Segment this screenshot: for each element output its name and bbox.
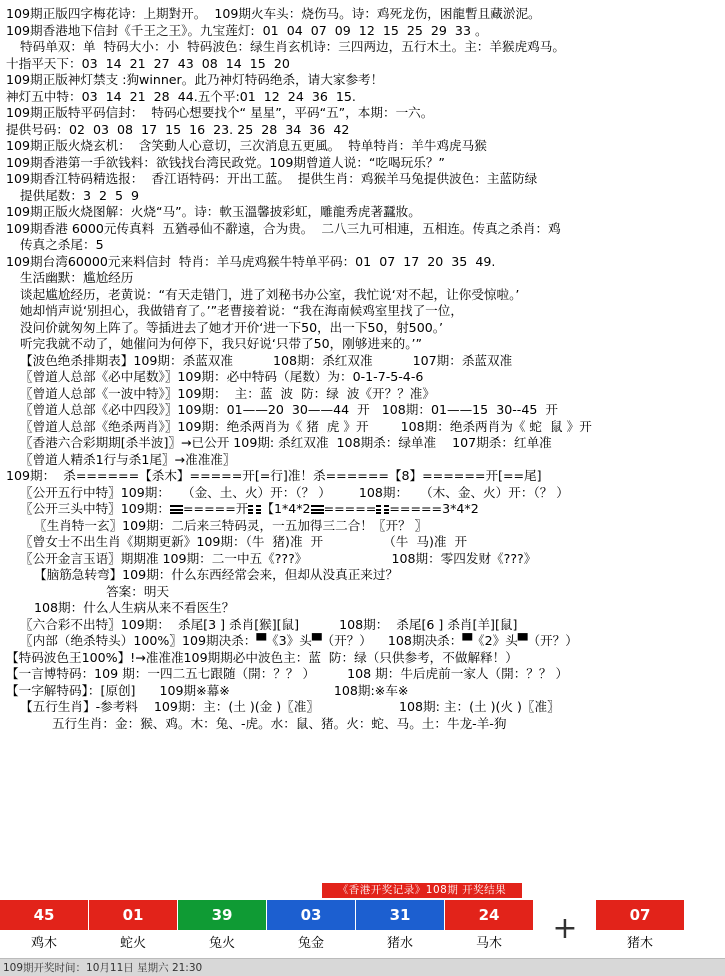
text-line: 谈起尴尬经历，老黄说：“有天走错门，进了刘秘书办公室，我忙说‘对不起，让你受惊啦。’ <box>20 286 520 302</box>
result-ball <box>356 900 445 958</box>
result-ball <box>445 900 534 958</box>
hex-mid1: =====开 <box>182 501 249 516</box>
hex-mid3: ===== <box>323 501 377 516</box>
text-line: 109期正版火烧图解：火烧“马”。诗：軟玉溫馨披彩虹，雕龍秀虎著蠶妝。 <box>6 204 421 219</box>
hex-tail: =====3*4*2 <box>389 501 479 516</box>
ball-number: 03 <box>267 900 355 930</box>
text-line: 〖曾女士不出生肖《期期更新》109期：（牛 猪)准 开 （牛 马)准 开 <box>20 534 468 549</box>
hex-mid2: 【1*4*2 <box>261 501 311 516</box>
text-line: 〖生肖特一玄〗109期：二后来三特码灵，一五加得三二合！〖开？ 〗 <box>34 517 428 533</box>
text-line: 提供号码：02 03 08 17 15 16 23. 25 28 34 36 42 <box>6 121 350 137</box>
lottery-results-strip <box>0 900 725 958</box>
ball-number: 45 <box>0 900 88 930</box>
text-line: 特码单双：单 特码大小：小 特码波色：绿生肖玄机诗：三四两边，五行木土。主：羊猴虎鸡马。 <box>20 39 565 54</box>
ball-number: 01 <box>89 900 177 930</box>
result-ball <box>0 900 89 958</box>
text-line: 〖香港六合彩期期[杀半波]〗→已公开 109期: 杀红双准 108期杀：绿单准 107期杀：红单准 <box>20 435 552 450</box>
hexagram-icon <box>376 503 389 515</box>
text-line: 【一言博特码：109 期：一四二五七跟随（開：？？ ） 108 期：牛后虎前一家人（開：？？ ） <box>6 666 569 681</box>
text-line: 109期台湾60000元来料信封 特肖：羊马虎鸡猴牛特单平码：01 07 17 20 35 49. <box>6 253 496 269</box>
special-ball <box>596 900 685 958</box>
text-line: 生活幽默：尴尬经历 <box>20 270 134 285</box>
text-line: 109期正版四字梅花诗：上期對开。 109期火车头：烧伤马。诗：鸡死龙伤，困龍暫且藏淤泥。 <box>6 6 541 21</box>
text-line: 〖曾道人总部《必中尾数》〗109期：必中特码（尾数）为：0-1-7-5-4-6 <box>20 369 424 384</box>
text-line: 【一字解特码】：[原创] 109期※幕※ 108期:※车※ <box>6 682 409 698</box>
footer-note: 109期开奖时间：10月11日 星期六 21:30 <box>0 958 725 976</box>
text-line: 〖曾道人总部《一波中特》〗109期： 主：蓝 波 防：绿 波《开？？准》 <box>20 385 435 401</box>
ball-number: 24 <box>445 900 533 930</box>
hexagram-icon <box>311 503 324 515</box>
hexagram-icon <box>248 503 261 515</box>
text-line: 109期香港地下信封《千王之王》。九宝莲灯: 01 04 07 09 12 15 25 29 33 。 <box>6 22 488 38</box>
lottery-banner: 《香港开奖记录》108期 开奖结果 <box>322 883 522 898</box>
text-line: 传真之杀尾：5 <box>20 237 104 252</box>
ball-number: 39 <box>178 900 266 930</box>
text-line: 答案：明天 <box>34 583 170 599</box>
text-line: 〖公开金言玉语〗期期准 109期：二一中五《???》 108期：零四发财《???》 <box>20 550 537 566</box>
text-line: 109期香江特码精选报： 香江语特码：开出工蓝。 提供生肖：鸡猴羊马兔提供波色：主蓝防绿 <box>6 171 538 186</box>
result-ball <box>178 900 267 958</box>
special-ball-number: 07 <box>596 900 684 930</box>
ball-zodiac: 鸡木 <box>0 930 88 958</box>
text-line: 提供尾数：3 2 5 9 <box>20 187 140 203</box>
text-line: 【五行生肖】-参考料 109期：主：(土 )(金 )〖准〗 108期: 主：(土 )(火 )〖准〗 <box>20 699 560 714</box>
text-line: 听完我就不动了，她催问为何停下，我只好说‘只带了50，刚够进来的。’” <box>20 336 423 351</box>
text-line: 109期香港 6000元传真料 五猶尋仙不辭遠，合为贵。 二八三九可相連，五相连。传真之杀肖：鸡 <box>6 220 561 236</box>
plus-sign-icon: + <box>534 900 596 958</box>
text-line: 【特码波色王100%】!→准准准109期期必中波色主：蓝 防：绿（只供参考，不做解释！） <box>6 649 518 665</box>
text-line: 十指平天下：03 14 21 27 43 08 14 15 20 <box>6 55 290 71</box>
text-line: 109期正版火烧玄机： 含笑動人心意切，三次消息五更風。 特单特肖：羊牛鸡虎马猴 <box>6 138 487 153</box>
text-line: 没问价就匆匆上阵了。等插进去了她才开价‘进一下50，出一下50，射500。’ <box>20 319 444 335</box>
text-line: 〖曾道人总部《必中四段》〗109期：01——20 30——44 开 108期：01——15 30--45 开 <box>20 402 558 417</box>
ball-zodiac: 兔火 <box>178 930 266 958</box>
ball-zodiac: 蛇火 <box>89 930 177 958</box>
text-line: 109期正版神灯禁支 :狗winner。此乃神灯特码绝杀，请大家参考！ <box>6 72 384 87</box>
text-line: 神灯五中特：03 14 21 28 44.五个平:01 12 24 36 15. <box>6 88 356 104</box>
text-line: 109期： 杀======【杀木】=====开[=行]准！杀======【8】======开[==尾] <box>6 468 542 483</box>
hexagram-icon <box>170 503 183 515</box>
hex-prefix: 〖公开三头中特〗109期： <box>20 501 170 516</box>
ball-zodiac: 猪水 <box>356 930 444 958</box>
text-line: 〖曾道人精杀1行与杀1尾〗→准准准〗 <box>20 451 236 467</box>
text-line: 〖六合彩不出特〗109期： 杀尾[3 ] 杀肖[猴][鼠] 108期： 杀尾[6 ] 杀肖[羊][鼠] <box>20 616 518 632</box>
text-line: 【脑筋急转弯】109期：什么东西经常会来，但却从没真正来过？ <box>34 567 399 582</box>
ball-zodiac: 兔金 <box>267 930 355 958</box>
text-line: 〖公开五行中特〗109期： （金、土、火）开：（？ ） 108期： （木、金、火）开：（？ ） <box>20 484 569 500</box>
text-line: 108期：什么人生病从来不看医生？ <box>34 600 235 615</box>
text-line: 她却悄声说‘别担心，我做错育了。’”老曹接着说：“我在海南候鸡室里找了一位， <box>20 303 463 318</box>
hexagram-line <box>6 501 719 518</box>
text-line: 109期正版特平码信封： 特码心想要找个“ 星星”，平码“五”，本期：一六。 <box>6 105 434 120</box>
text-line: 【波色绝杀排期表】109期：杀蓝双准 108期：杀红双准 107期：杀蓝双准 <box>20 352 513 368</box>
result-ball <box>267 900 356 958</box>
text-line: 〖内部（绝杀特头）100%〗109期决杀：▀《3》头▀（开？） 108期决杀：▀《2》头▀（开？） <box>20 633 578 648</box>
text-line: 五行生肖：金：猴、鸡。木：兔、-虎。水：鼠、猪。火：蛇、马。土：牛龙-羊-狗 <box>20 715 507 731</box>
result-ball <box>89 900 178 958</box>
ball-zodiac: 马木 <box>445 930 533 958</box>
special-ball-zodiac: 猪木 <box>596 930 684 958</box>
ball-number: 31 <box>356 900 444 930</box>
text-line: 109期香港第一手欲钱料：欲钱找台湾民政党。109期曾道人说：“吃喝玩乐？” <box>6 154 445 170</box>
text-line: 〖曾道人总部《绝杀两肖》〗109期：绝杀两肖为《 猪 虎 》开 108期：绝杀两肖为《 蛇 鼠 》开 <box>20 418 592 434</box>
